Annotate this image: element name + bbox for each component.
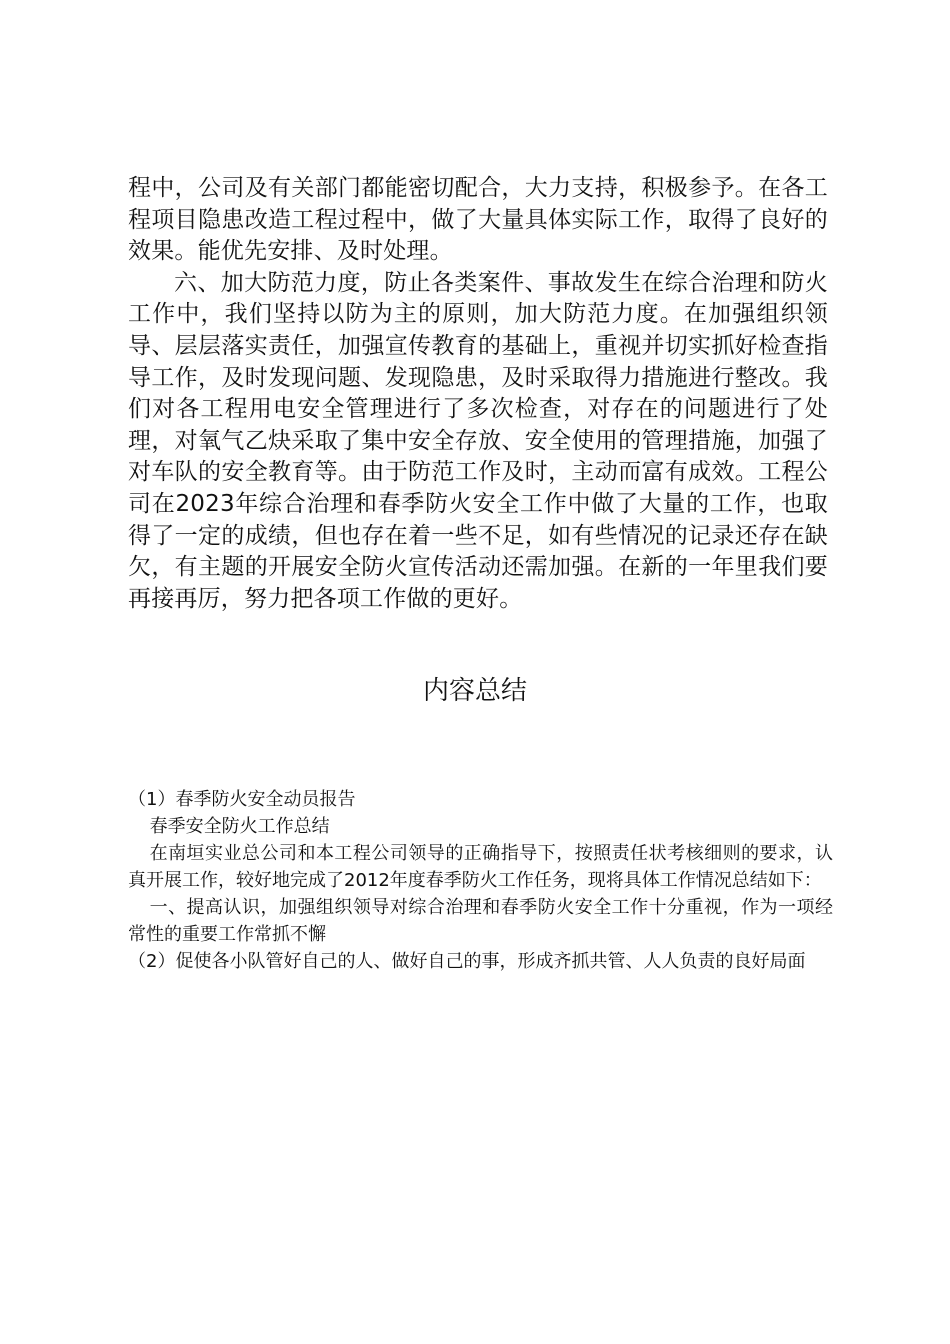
main-body-text — [128, 173, 828, 615]
summary-intro-paragraph: 在南垣实业总公司和本工程公司领导的正确指导下，按照责任状考核细则的要求，认真开展工作，较好地完成了2012年度春季防火工作任务，现将具体工作情况总结如下： — [128, 843, 833, 891]
body-paragraph-section-six: 六、加大防范力度，防止各类案件、事故发生在综合治理和防火工作中，我们坚持以防为主的原则，加大防范力度。在加强组织领导、层层落实责任，加强宣传教育的基础上，重视并切实抓好检查指导工作，及时发现问题、发现隐患，及时采取得力措施进行整改。我们对各工程用电安全管理进行了多次检查，对存在的问题进行了处理，对氧气乙炔采取了集中安全存放、安全使用的管理措施，加强了对车队的安全教育等。由于防范工作及时，主动而富有成效。工程公司在2023年综合治理和春季防火安全工作中做了大量的工作，也取得了一定的成绩，但也存在着一些不足，如有些情况的记录还存在缺欠，有主题的开展安全防火宣传活动还需加强。在新的一年里我们要再接再厉，努力把各项工作做的更好。 — [128, 269, 828, 612]
summary-subtitle: 春季安全防火工作总结 — [149, 816, 330, 837]
summary-point-one: 一、提高认识，加强组织领导对综合治理和春季防火安全工作十分重视，作为一项经常性的重要工作常抓不懈 — [128, 897, 833, 945]
summary-item-1: （1）春季防火安全动员报告 — [128, 789, 356, 810]
section-title: 内容总结 — [422, 676, 527, 706]
summary-block — [128, 786, 833, 975]
body-paragraph-continued: 程中，公司及有关部门都能密切配合，大力支持，积极参予。在各工程项目隐患改造工程过程中，做了大量具体实际工作，取得了良好的效果。能优先安排、及时处理。 — [128, 175, 828, 265]
summary-item-2: （2）促使各小队管好自己的人、做好自己的事，形成齐抓共管、人人负责的良好局面 — [128, 951, 806, 972]
